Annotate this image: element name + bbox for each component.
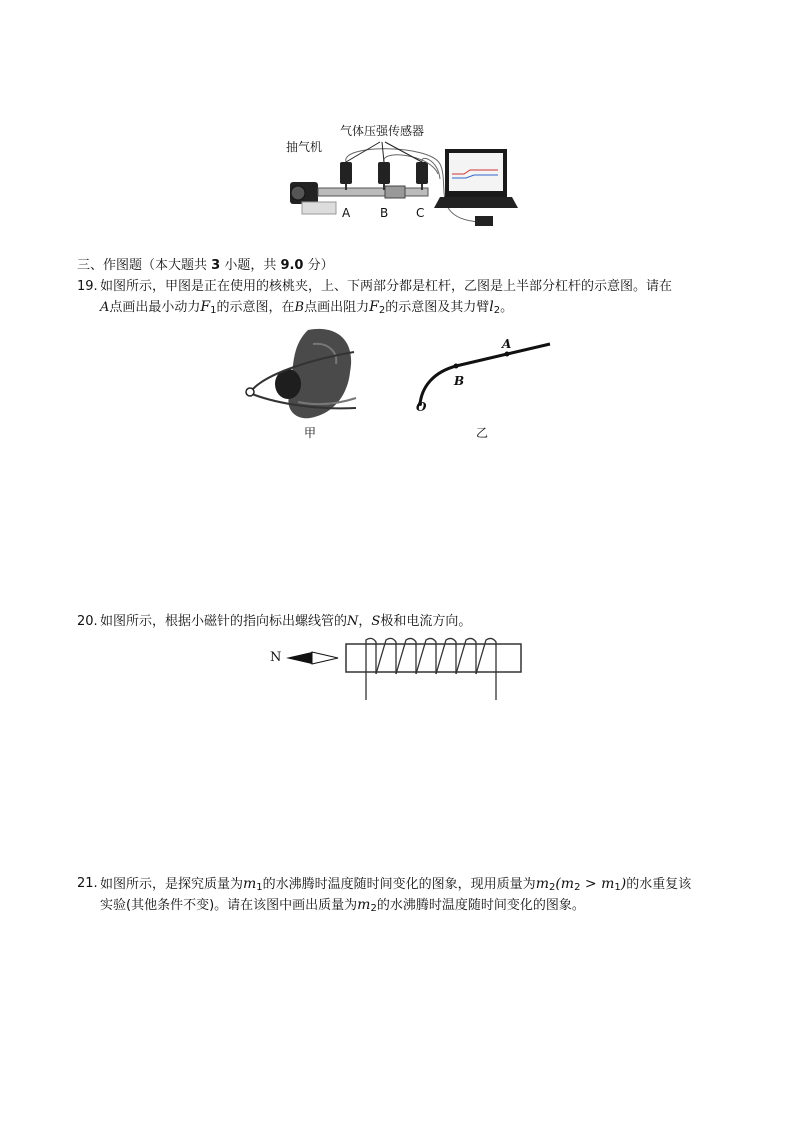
- sensor-a-label: A: [342, 206, 351, 220]
- lever-figure: [408, 334, 558, 444]
- q19-number: 19.: [77, 279, 98, 294]
- sensor-a: [340, 162, 352, 184]
- sensor-b-label: B: [380, 206, 389, 220]
- q20-text: 如图所示，根据小磁针的指向标出螺线管的N，S极和电流方向。: [100, 614, 472, 629]
- solenoid-figure: [268, 636, 528, 706]
- label-o: O: [416, 400, 427, 414]
- nutcracker-figure: [238, 322, 378, 442]
- needle-south: [312, 652, 338, 664]
- apparatus-figure: [280, 104, 520, 234]
- laptop-keyboard: [434, 197, 518, 208]
- lever-bar: [420, 344, 550, 404]
- pump-base: [302, 202, 336, 214]
- q19-line2: A点画出最小动力$F_1$的示意图，在B点画出阻力$F_2$的示意图及其力臂$l_2$。: [100, 299, 514, 316]
- nutcracker-drawing: [238, 322, 378, 422]
- glass-tube: [318, 188, 428, 196]
- pump-wheel: [291, 186, 305, 200]
- q21-line2: 实验(其他条件不变)。请在该图中画出质量为$m_2$的水沸腾时温度随时间变化的图象。: [100, 897, 585, 914]
- needle-n-label: N: [270, 650, 282, 665]
- sensor-c-label: C: [416, 206, 425, 220]
- caption-jia: 甲: [304, 426, 317, 440]
- section-heading: 三、作图题（本大题共 3 小题，共 9.0 分）: [77, 258, 334, 273]
- needle-north: [286, 652, 312, 664]
- sensor-label: 气体压强传感器: [340, 124, 425, 138]
- solenoid-drawing: [268, 636, 528, 706]
- tube-joint: [385, 186, 405, 198]
- hinge: [246, 388, 254, 396]
- lever-drawing: [408, 334, 558, 424]
- pump-label: 抽气机: [286, 140, 323, 154]
- label-b: B: [454, 374, 465, 388]
- solenoid-core: [346, 644, 521, 672]
- caption-yi: 乙: [476, 426, 489, 440]
- point-a: [505, 352, 510, 357]
- q21-line1: 如图所示，是探究质量为$m_1$的水沸腾时温度随时间变化的图象，现用质量为$m_2(m_2 > m_1)$的水重复该: [100, 876, 692, 893]
- label-leader: [346, 142, 380, 162]
- q19-line1: 如图所示，甲图是正在使用的核桃夹，上、下两部分都是杠杆，乙图是上半部分杠杆的示意图。请在: [100, 279, 673, 294]
- sensor-c: [416, 162, 428, 184]
- point-b: [454, 364, 459, 369]
- q21-number: 21.: [77, 876, 98, 891]
- solenoid-coils: [366, 638, 496, 700]
- sensor-b: [378, 162, 390, 184]
- data-logger: [475, 216, 493, 226]
- label-a: A: [502, 337, 512, 351]
- laptop-screen: [449, 153, 503, 191]
- q20-number: 20.: [77, 614, 98, 629]
